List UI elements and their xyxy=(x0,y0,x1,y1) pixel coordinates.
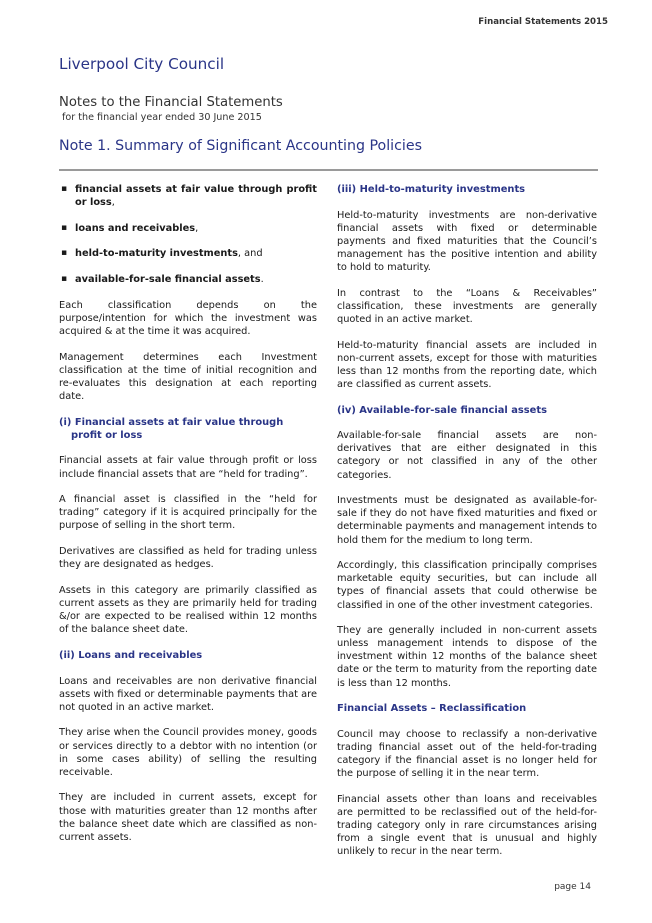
page-number: page 14 xyxy=(554,882,591,892)
heading-divider xyxy=(59,169,598,171)
note-heading: Note 1. Summary of Significant Accounting Policies xyxy=(59,138,422,154)
paragraph: They are generally included in non-current assets unless management intends to dispose of the investment within 12 months of the balance sheet date or the term to maturity from the reporting date is less than 12 months. xyxy=(337,625,597,689)
list-item: ▪ available-for-sale financial assets. xyxy=(61,274,264,286)
paragraph: Management determines each Investment classification at the time of initial recognition and re-evaluates this designation at each reporting date. xyxy=(59,351,317,402)
organisation-name: Liverpool City Council xyxy=(59,55,225,73)
paragraph: Each classification depends on the purpose/intention for which the investment was acquired & at the time it was acquired. xyxy=(59,299,317,338)
paragraph: In contrast to the “Loans & Receivables” classification, these investments are generally quoted in an active market. xyxy=(337,287,597,325)
square-bullet-icon: ▪ xyxy=(61,184,68,194)
subheading: (i) Financial assets at fair value through profit or loss xyxy=(59,416,284,441)
paragraph: A financial asset is classified in the “held for trading” category if it is acquired principally for the purpose of selling in the short term. xyxy=(59,494,317,532)
square-bullet-icon: ▪ xyxy=(61,222,68,233)
paragraph: They are included in current assets, except for those with maturities greater than 12 months after the balance sheet date which are classified as non-current assets. xyxy=(59,792,317,843)
paragraph: Derivatives are classified as held for trading unless they are designated as hedges. xyxy=(59,546,317,571)
subheading: (iii) Held-to-maturity investments xyxy=(337,184,526,195)
list-item: ▪ financial assets at fair value through profit or loss, xyxy=(61,184,317,209)
section-title: Notes to the Financial Statements xyxy=(59,95,283,110)
paragraph: Investments must be designated as available-for-sale if they do not have fixed maturities and fixed or determinable payments and management intends to hold them for the medium to long term. xyxy=(337,495,597,546)
right-column xyxy=(337,183,597,871)
square-bullet-icon: ▪ xyxy=(61,274,68,285)
paragraph: Financial assets at fair value through profit or loss include financial assets that are “held for trading”. xyxy=(59,455,317,480)
paragraph: Accordingly, this classification principally comprises marketable equity securities, but can include all types of financial assets that could otherwise be classified in one of the other investment categories. xyxy=(337,560,597,611)
paragraph: Available-for-sale financial assets are non-derivatives that are either designated in this category or not classified in any of the other categories. xyxy=(337,430,597,481)
square-bullet-icon: ▪ xyxy=(61,248,68,259)
classification-list xyxy=(59,183,317,286)
paragraph: Assets in this category are primarily classified as current assets as they are primarily held for trading &/or are expected to be realised within 12 months of the balance sheet date. xyxy=(59,584,317,636)
paragraph: Held-to-maturity investments are non-derivative financial assets with fixed or determinable payments and fixed maturities that the Council’s management has the positive intention and ability to hold to maturity. xyxy=(337,209,597,274)
section-subtitle: for the financial year ended 30 June 2015 xyxy=(62,112,262,123)
paragraph: Financial assets other than loans and receivables are permitted to be reclassified out of the held-for-trading category only in rare circumstances arising from a single event that is unusual and highly unlikely to recur in the near term. xyxy=(337,793,597,858)
paragraph: Loans and receivables are non derivative financial assets with fixed or determinable payments that are not quoted in an active market. xyxy=(59,675,317,713)
subheading: Financial Assets – Reclassification xyxy=(337,703,527,715)
paragraph: Council may choose to reclassify a non-derivative trading financial asset out of the held-for-trading category if the financial asset is no longer held for the purpose of selling it in the near term. xyxy=(337,728,597,780)
list-item: ▪ held-to-maturity investments, and xyxy=(61,248,263,260)
running-header: Financial Statements 2015 xyxy=(478,17,608,27)
paragraph: They arise when the Council provides money, goods or services directly to a debtor with no intention (or in some cases ability) of selling the resulting receivable. xyxy=(59,727,317,778)
list-item: ▪ loans and receivables, xyxy=(61,222,199,234)
left-column xyxy=(59,183,317,856)
paragraph: Held-to-maturity financial assets are included in non-current assets, except for those with maturities less than 12 months from the reporting date, which are classified as current assets. xyxy=(337,339,597,390)
subheading: (ii) Loans and receivables xyxy=(59,649,203,661)
subheading: (iv) Available-for-sale financial assets xyxy=(337,404,547,416)
